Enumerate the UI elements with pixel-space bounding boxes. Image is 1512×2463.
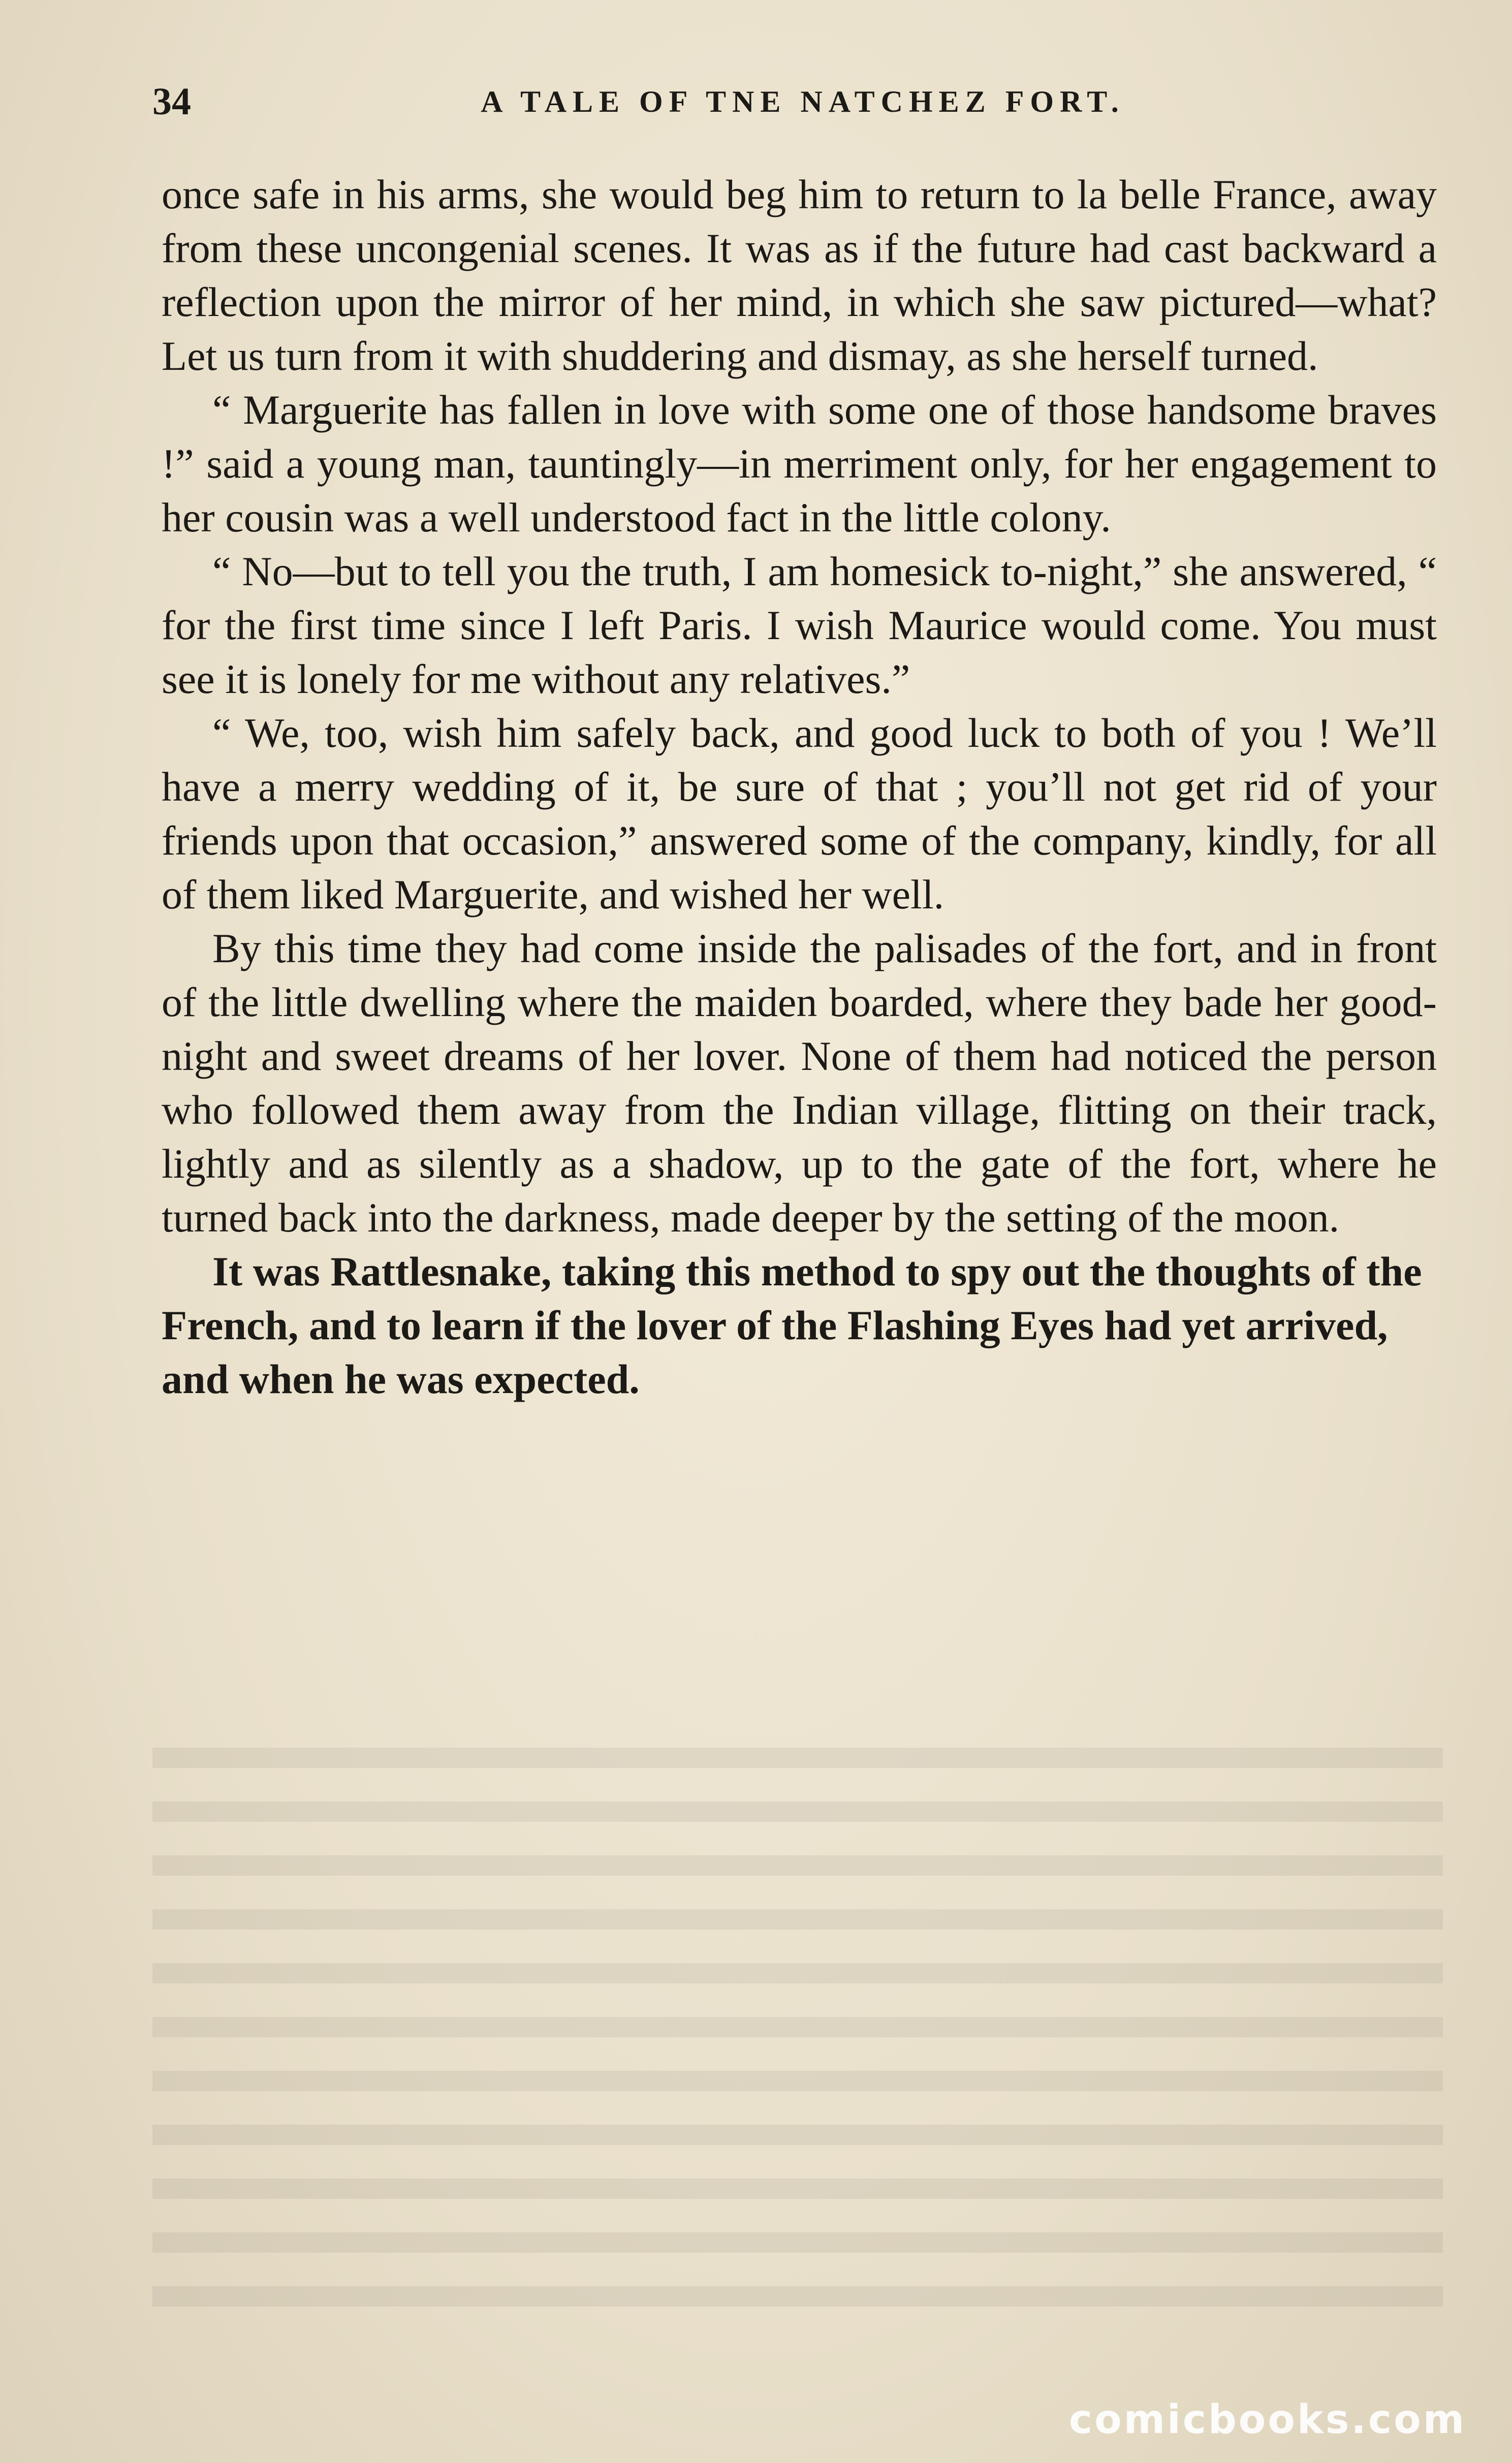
paragraph: It was Rattlesnake, taking this method to spy out the thoughts of the French, and to learn if the lover of the Flashing Eyes had yet arrived, and when he was expected. (162, 1248, 1422, 1402)
body-text (162, 168, 1437, 1406)
page-number: 34 (152, 80, 191, 123)
running-head: A TALE OF TNE NATCHEZ FORT. (481, 84, 1125, 118)
paragraph: “ No—but to tell you the truth, I am homesick to-night,” she answered, “ for the first time since I left Paris. I wish Maurice would come. You must see it is lonely for me without any relatives.” (162, 548, 1437, 702)
paragraph: once safe in his arms, she would beg him to return to la belle France, away from these uncongenial scenes. It was as if the future had cast backward a reflection upon the mirror of her mind, in which she saw pictured—what? Let us turn from it with shuddering and dismay, as she herself turned. (162, 171, 1437, 379)
paragraph: “ Marguerite has fallen in love with some one of those handsome braves !” said a young man, tauntingly—in merriment only, for her engagement to her cousin was a well understood fact in the little colony. (162, 387, 1437, 541)
show-through-texture (152, 1748, 1443, 2332)
paragraph: “ We, too, wish him safely back, and good luck to both of you ! We’ll have a merry wedding of it, be sure of that ; you’ll not get rid of your friends upon that occasion,” answered some of the company, kindly, for all of them liked Marguerite, and wished her well. (162, 710, 1437, 918)
paragraph: By this time they had come inside the palisades of the fort, and in front of the little dwelling where the maiden boarded, where they bade her good-night and sweet dreams of her lover. None of them had noticed the person who followed them away from the Indian village, flitting on their track, lightly and as silently as a shadow, up to the gate of the fort, where he turned back into the darkness, made deeper by the setting of the moon. (162, 925, 1437, 1241)
page-header (152, 76, 1433, 127)
watermark: comicbooks.com (1068, 2397, 1466, 2443)
